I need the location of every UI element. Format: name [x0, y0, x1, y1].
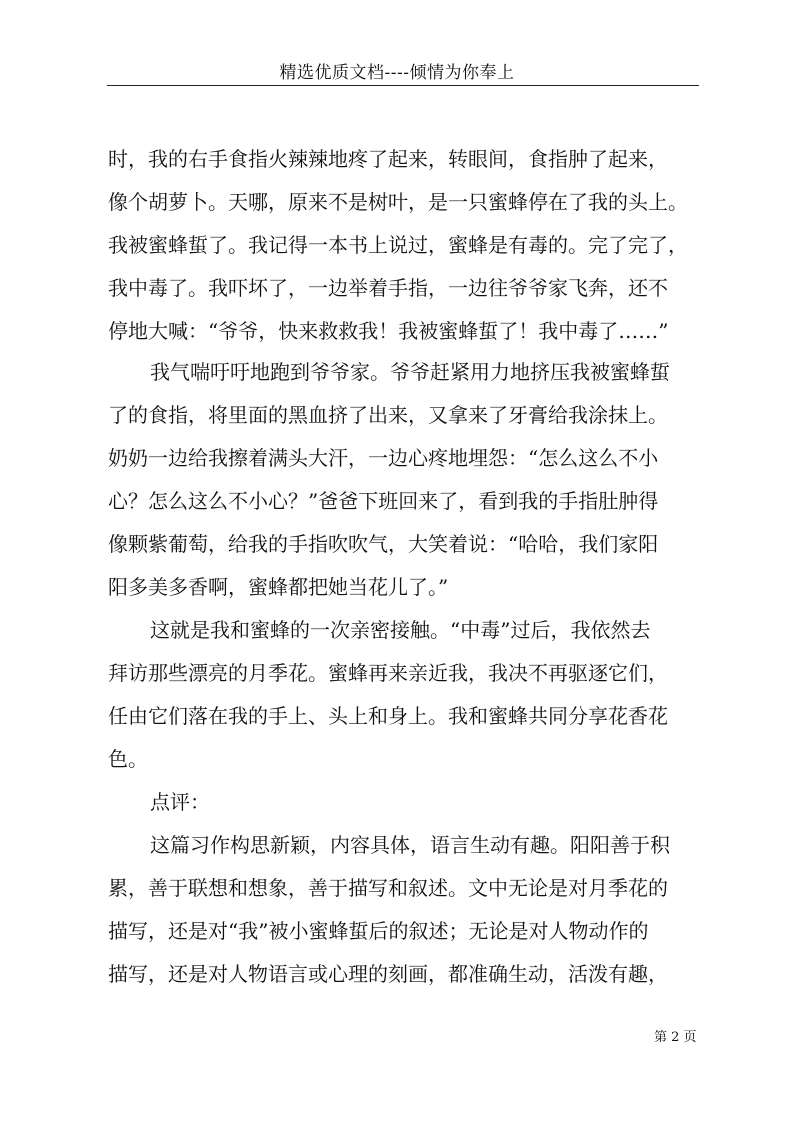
text-line: 累，善于联想和想象，善于描写和叙述。文中无论是对月季花的: [108, 876, 668, 900]
text-line: 我中毒了。我吓坏了，一边举着手指，一边往爷爷家飞奔，还不: [108, 276, 668, 300]
text-line: 像个胡萝卜。天哪，原来不是树叶，是一只蜜蜂停在了我的头上。: [108, 190, 688, 214]
text-line: 色。: [108, 747, 148, 771]
paragraph-start-line: 这篇习作构思新颖，内容具体，语言生动有趣。阳阳善于积: [150, 833, 670, 857]
text-line: 时，我的右手食指火辣辣地疼了起来，转眼间，食指肿了起来，: [108, 147, 668, 171]
paragraph-start-line: 我气喘吁吁地跑到爷爷家。爷爷赶紧用力地挤压我被蜜蜂蜇: [150, 360, 670, 384]
paragraph-start-line: 这就是我和蜜蜂的一次亲密接触。“中毒”过后，我依然去: [150, 618, 651, 642]
text-line: 拜访那些漂亮的月季花。蜜蜂再来亲近我，我决不再驱逐它们，: [108, 661, 668, 685]
text-line: 阳多美多香啊，蜜蜂都把她当花儿了。”: [108, 575, 449, 599]
text-line: 停地大喊：“爷爷，快来救救我！我被蜜蜂蜇了！我中毒了……”: [108, 319, 669, 343]
text-line: 了的食指，将里面的黑血挤了出来，又拿来了牙膏给我涂抹上。: [108, 403, 668, 427]
comment-heading: 点评：: [150, 790, 210, 814]
page-number: 第 2 页: [654, 1030, 697, 1045]
text-line: 描写，还是对人物语言或心理的刻画，都准确生动，活泼有趣，: [108, 962, 668, 986]
text-line: 奶奶一边给我擦着满头大汗，一边心疼地埋怨：“怎么这么不小: [108, 446, 659, 470]
text-line: 像颗紫葡萄，给我的手指吹吹气，大笑着说：“哈哈，我们家阳: [108, 532, 659, 556]
text-line: 我被蜜蜂蜇了。我记得一本书上说过，蜜蜂是有毒的。完了完了，: [108, 233, 688, 257]
text-line: 心？怎么这么不小心？”爸爸下班回来了，看到我的手指肚肿得: [108, 489, 659, 513]
page-header-title: 精选优质文档----倾情为你奉上: [279, 63, 515, 83]
text-line: 任由它们落在我的手上、头上和身上。我和蜜蜂共同分享花香花: [108, 704, 668, 728]
text-line: 描写，还是对“我”被小蜜蜂蜇后的叙述；无论是对人物动作的: [108, 919, 649, 943]
